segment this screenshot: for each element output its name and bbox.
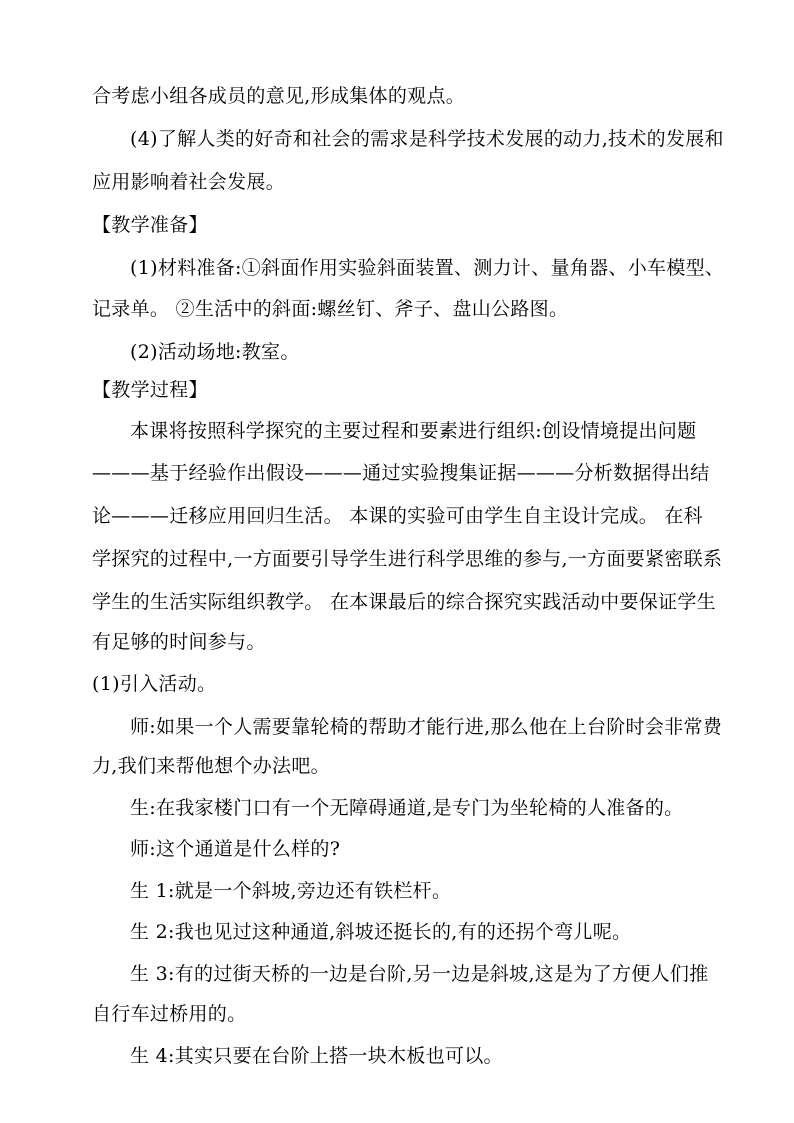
section-heading: 【教学过程】 — [92, 379, 208, 401]
text-line: 生 2:我也见过这种通道,斜坡还挺长的,有的还拐个弯儿呢。 — [130, 921, 632, 943]
text-line: 应用影响着社会发展。 — [92, 171, 286, 193]
text-line: 本课将按照科学探究的主要过程和要素进行组织:创设情境提出问题 — [130, 420, 697, 442]
text-line: 生 3:有的过街天桥的一边是台阶,另一边是斜坡,这是为了方便人们推 — [130, 963, 709, 985]
text-line: 生 1:就是一个斜坡,旁边还有铁栏杆。 — [130, 880, 452, 902]
text-line: 自行车过桥用的。 — [92, 1003, 247, 1025]
text-line: (2)活动场地:教室。 — [130, 341, 300, 363]
text-line: 合考虑小组各成员的意见,形成集体的观点。 — [92, 85, 466, 107]
text-line: 学探究的过程中,一方面要引导学生进行科学思维的参与,一方面要紧密联系 — [92, 548, 723, 570]
section-heading: 【教学准备】 — [92, 214, 208, 236]
text-line: (4)了解人类的好奇和社会的需求是科学技术发展的动力,技术的发展和 — [130, 128, 724, 150]
text-line: (1)引入活动。 — [92, 673, 217, 695]
text-line: 力,我们来帮他想个办法吧。 — [92, 755, 330, 777]
text-line: 记录单。 ②生活中的斜面:螺丝钉、斧子、盘山公路图。 — [92, 298, 569, 320]
text-line: 有足够的时间参与。 — [92, 631, 266, 653]
text-line: ———基于经验作出假设———通过实验搜集证据———分析数据得出结 — [92, 462, 710, 484]
text-line: 师:如果一个人需要靠轮椅的帮助才能行进,那么他在上台阶时会非常费 — [130, 716, 723, 738]
text-line: 论———迁移应用回归生活。 本课的实验可由学生自主设计完成。 在科 — [92, 505, 703, 527]
text-line: 师:这个通道是什么样的? — [130, 838, 341, 860]
text-line: (1)材料准备:①斜面作用实验斜面装置、测力计、量角器、小车模型、 — [130, 257, 725, 279]
text-line: 生:在我家楼门口有一个无障碍通道,是专门为坐轮椅的人准备的。 — [130, 797, 684, 819]
text-line: 学生的生活实际组织教学。 在本课最后的综合探究实践活动中要保证学生 — [92, 591, 716, 613]
text-line: 生 4:其实只要在台阶上搭一块木板也可以。 — [130, 1045, 503, 1067]
